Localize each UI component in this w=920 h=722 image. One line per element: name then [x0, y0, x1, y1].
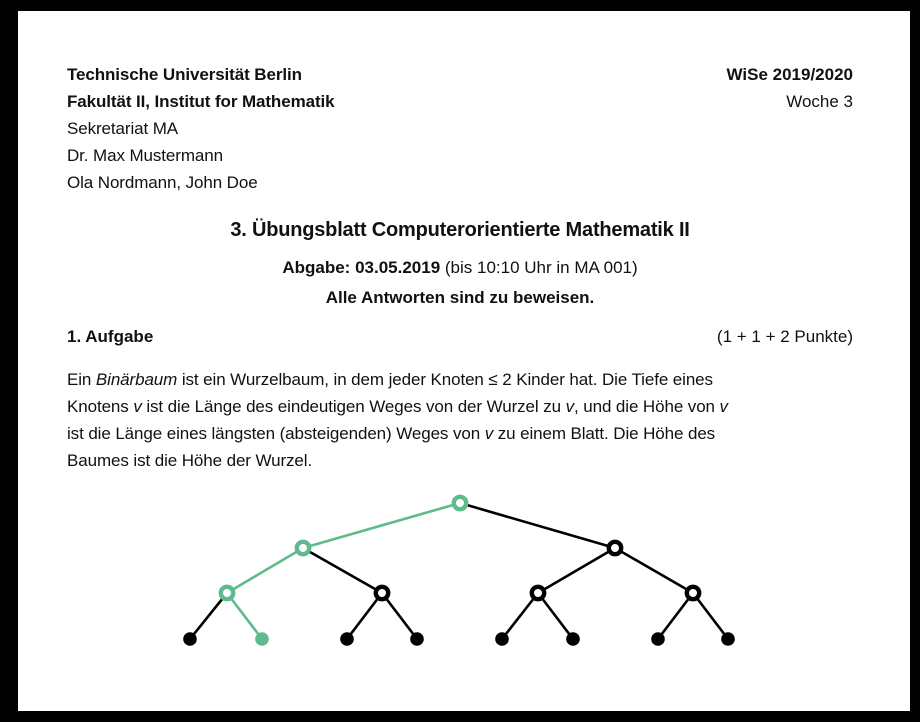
worksheet-title: 3. Übungsblatt Computerorientierte Mathematik II	[230, 219, 690, 241]
paragraph-line	[67, 393, 867, 420]
assistant-names: Ola Nordmann, John Doe	[67, 173, 258, 192]
text-segment: ist ein Wurzelbaum, in dem jeder Knoten ≤ 2 Kinder hat. Die Tiefe eines	[177, 370, 713, 389]
deadline-line	[0, 258, 920, 278]
text-segment: Knotens	[67, 397, 134, 416]
italic-term: v	[719, 397, 728, 416]
semester-label: WiSe 2019/2020	[726, 65, 853, 84]
paragraph-line	[67, 447, 867, 474]
text-segment: ist die Länge eines längsten (absteigenden) Weges von	[67, 424, 485, 443]
faculty-name: Fakultät II, Institut for Mathematik	[67, 92, 335, 111]
italic-term: v	[565, 397, 574, 416]
institution-name: Technische Universität Berlin	[67, 65, 302, 84]
paragraph-line	[67, 420, 867, 447]
text-segment: , und die Höhe von	[573, 397, 720, 416]
paragraph-line	[67, 366, 867, 393]
text-segment: Baumes ist die Höhe der Wurzel.	[67, 451, 313, 470]
exercise-points: (1 + 1 + 2 Punkte)	[716, 327, 853, 346]
header-left-block	[67, 61, 334, 196]
italic-term: Binärbaum	[95, 370, 178, 389]
header-right-block	[727, 61, 854, 115]
italic-term: v	[484, 424, 494, 443]
proof-note: Alle Antworten sind zu beweisen.	[325, 288, 595, 307]
week-label: Woche 3	[786, 92, 853, 111]
office-name: Sekretariat MA	[67, 119, 179, 138]
deadline-details: (bis 10:10 Uhr in MA 001)	[440, 258, 638, 277]
deadline-date: Abgabe: 03.05.2019	[282, 258, 441, 277]
exercise-paragraph	[67, 366, 867, 474]
exercise-heading: 1. Aufgabe	[67, 327, 154, 346]
lecturer-name: Dr. Max Mustermann	[67, 146, 223, 165]
text-segment: ist die Länge des eindeutigen Weges von der Wurzel zu	[141, 397, 566, 416]
italic-term: v	[133, 397, 142, 416]
text-segment: zu einem Blatt. Die Höhe des	[493, 424, 716, 443]
exercise-heading-row	[67, 327, 853, 347]
text-segment: Ein	[67, 370, 96, 389]
